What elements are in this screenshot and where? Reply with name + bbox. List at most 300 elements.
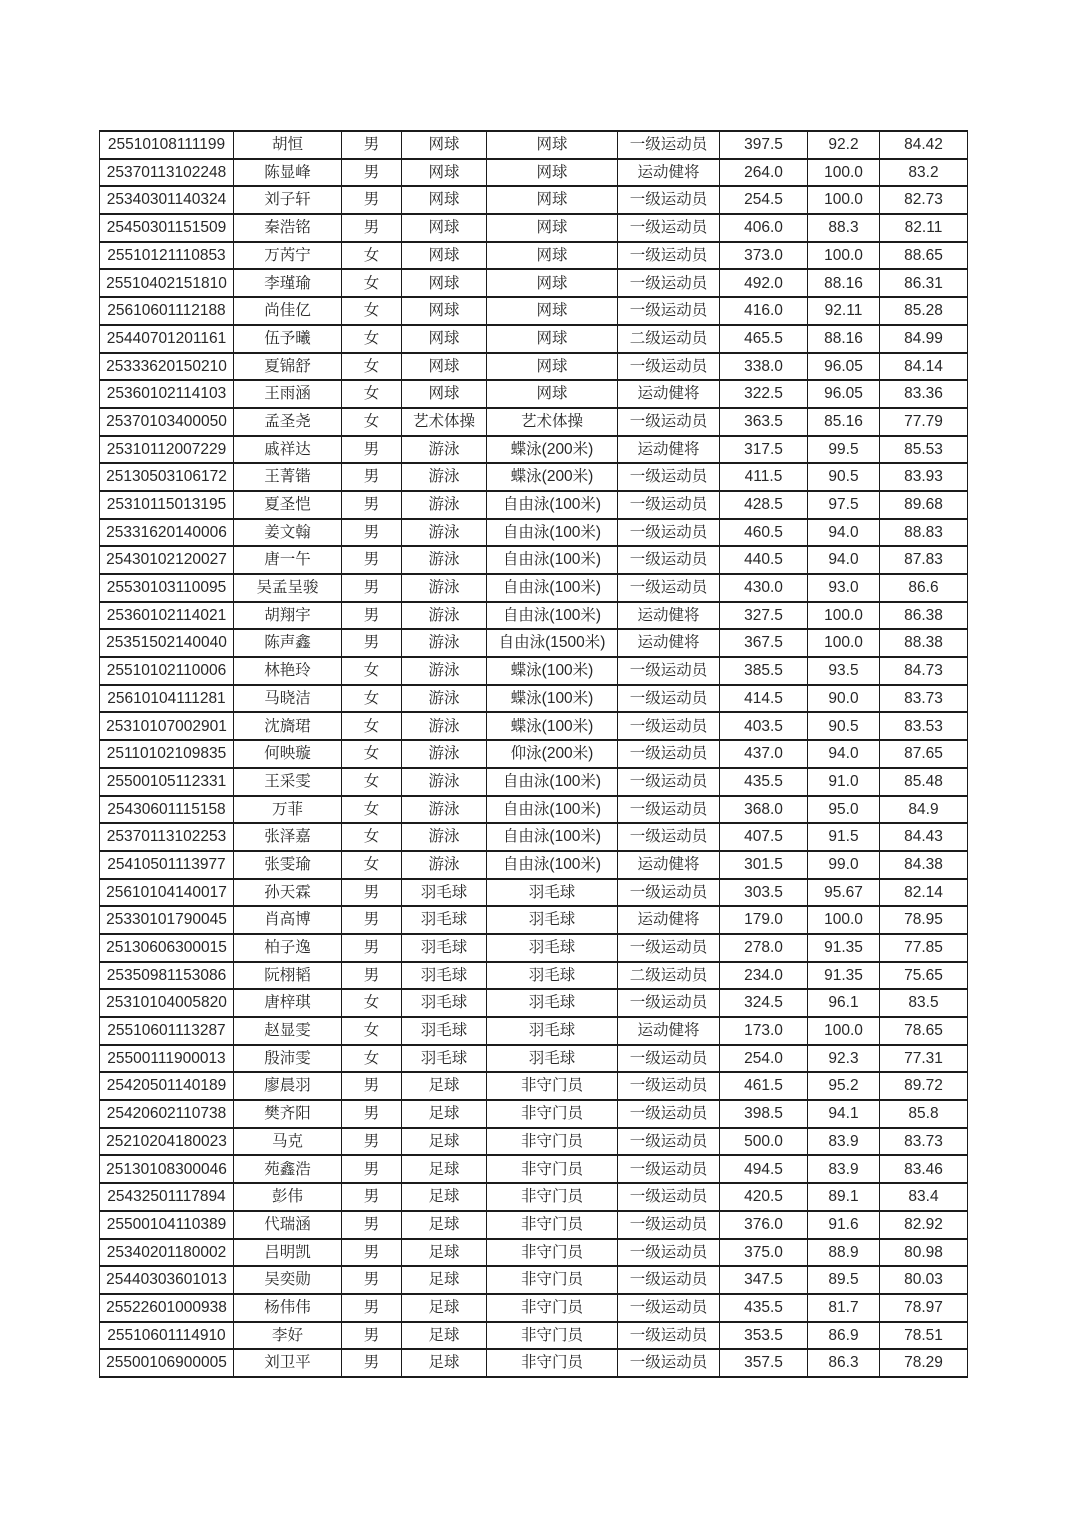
table-cell: 25210204180023 [100,1128,234,1156]
table-cell: 397.5 [720,131,808,159]
table-cell: 羽毛球 [402,879,487,907]
table-row [100,740,968,768]
table-cell: 25610104111281 [100,685,234,713]
table-row [100,159,968,187]
table-cell: 艺术体操 [402,408,487,436]
table-cell: 94.0 [808,519,880,547]
table-cell: 万菲 [234,796,342,824]
table-cell: 一级运动员 [618,1294,720,1322]
table-row [100,823,968,851]
table-row [100,1072,968,1100]
table-cell: 林艳玲 [234,657,342,685]
table-cell: 游泳 [402,851,487,879]
table-cell: 99.5 [808,436,880,464]
table-cell: 95.0 [808,796,880,824]
table-cell: 91.0 [808,768,880,796]
table-cell: 100.0 [808,629,880,657]
table-cell: 网球 [487,297,618,325]
table-cell: 一级运动员 [618,408,720,436]
table-cell: 自由泳(100米) [487,519,618,547]
table-cell: 25500105112331 [100,768,234,796]
table-cell: 夏圣恺 [234,491,342,519]
table-cell: 一级运动员 [618,297,720,325]
table-cell: 254.0 [720,1045,808,1073]
table-cell: 非守门员 [487,1183,618,1211]
table-cell: 戚祥达 [234,436,342,464]
table-cell: 自由泳(100米) [487,823,618,851]
table-cell: 25440303601013 [100,1266,234,1294]
table-cell: 男 [342,491,402,519]
table-cell: 430.0 [720,574,808,602]
table-cell: 94.1 [808,1100,880,1128]
table-cell: 羽毛球 [402,1017,487,1045]
table-cell: 羽毛球 [487,962,618,990]
table-cell: 88.9 [808,1239,880,1267]
table-cell: 25440701201161 [100,325,234,353]
table-cell: 一级运动员 [618,712,720,740]
table-cell: 25130503106172 [100,463,234,491]
table-cell: 179.0 [720,906,808,934]
table-cell: 353.5 [720,1322,808,1350]
table-cell: 女 [342,989,402,1017]
table-row [100,851,968,879]
table-cell: 游泳 [402,574,487,602]
table-cell: 男 [342,1294,402,1322]
table-cell: 运动健将 [618,851,720,879]
table-row [100,629,968,657]
table-cell: 何映璇 [234,740,342,768]
table-cell: 85.48 [880,768,968,796]
table-cell: 非守门员 [487,1349,618,1377]
table-cell: 25330101790045 [100,906,234,934]
table-cell: 465.5 [720,325,808,353]
table-cell: 仰泳(200米) [487,740,618,768]
table-row [100,519,968,547]
table-cell: 男 [342,934,402,962]
table-cell: 女 [342,685,402,713]
table-cell: 90.5 [808,712,880,740]
table-cell: 一级运动员 [618,1072,720,1100]
table-cell: 385.5 [720,657,808,685]
table-cell: 83.73 [880,685,968,713]
table-cell: 一级运动员 [618,546,720,574]
table-cell: 428.5 [720,491,808,519]
table-cell: 一级运动员 [618,796,720,824]
table-cell: 自由泳(100米) [487,796,618,824]
table-cell: 一级运动员 [618,1211,720,1239]
table-cell: 88.83 [880,519,968,547]
table-cell: 85.8 [880,1100,968,1128]
table-cell: 非守门员 [487,1100,618,1128]
table-cell: 25340301140324 [100,186,234,214]
table-cell: 游泳 [402,519,487,547]
table-cell: 88.38 [880,629,968,657]
table-cell: 373.0 [720,242,808,270]
table-cell: 足球 [402,1266,487,1294]
table-sheet [99,130,967,1378]
table-row [100,380,968,408]
table-cell: 一级运动员 [618,269,720,297]
table-cell: 王采雯 [234,768,342,796]
table-cell: 艺术体操 [487,408,618,436]
table-cell: 网球 [402,353,487,381]
table-cell: 一级运动员 [618,685,720,713]
table-cell: 100.0 [808,186,880,214]
table-cell: 78.65 [880,1017,968,1045]
table-cell: 游泳 [402,740,487,768]
table-cell: 网球 [487,214,618,242]
table-cell: 83.73 [880,1128,968,1156]
table-cell: 女 [342,1017,402,1045]
table-cell: 25410501113977 [100,851,234,879]
table-cell: 陈声鑫 [234,629,342,657]
table-cell: 83.9 [808,1128,880,1156]
table-cell: 25510121110853 [100,242,234,270]
table-cell: 86.38 [880,602,968,630]
table-row [100,242,968,270]
table-cell: 苑鑫浩 [234,1155,342,1183]
table-cell: 非守门员 [487,1322,618,1350]
table-cell: 足球 [402,1239,487,1267]
table-cell: 王雨涵 [234,380,342,408]
table-cell: 男 [342,1266,402,1294]
table-row [100,1322,968,1350]
table-cell: 25130606300015 [100,934,234,962]
table-cell: 蝶泳(100米) [487,657,618,685]
table-cell: 男 [342,629,402,657]
table-cell: 网球 [487,242,618,270]
table-cell: 91.35 [808,962,880,990]
table-cell: 25610601112188 [100,297,234,325]
table-cell: 100.0 [808,602,880,630]
table-cell: 蝶泳(100米) [487,685,618,713]
table-row [100,934,968,962]
table-cell: 94.0 [808,740,880,768]
table-cell: 非守门员 [487,1294,618,1322]
table-cell: 足球 [402,1211,487,1239]
table-cell: 75.65 [880,962,968,990]
table-row [100,602,968,630]
table-cell: 92.2 [808,131,880,159]
table-cell: 173.0 [720,1017,808,1045]
table-cell: 77.79 [880,408,968,436]
table-cell: 男 [342,1100,402,1128]
table-cell: 网球 [402,269,487,297]
table-cell: 一级运动员 [618,131,720,159]
table-cell: 494.5 [720,1155,808,1183]
table-cell: 彭伟 [234,1183,342,1211]
table-cell: 25310104005820 [100,989,234,1017]
table-cell: 435.5 [720,768,808,796]
table-cell: 83.93 [880,463,968,491]
table-cell: 25610104140017 [100,879,234,907]
table-cell: 网球 [402,297,487,325]
table-cell: 孙天霖 [234,879,342,907]
table-cell: 83.36 [880,380,968,408]
table-cell: 88.65 [880,242,968,270]
table-cell: 一级运动员 [618,934,720,962]
table-cell: 84.43 [880,823,968,851]
table-cell: 非守门员 [487,1128,618,1156]
table-cell: 77.85 [880,934,968,962]
table-cell: 82.11 [880,214,968,242]
table-cell: 一级运动员 [618,242,720,270]
table-cell: 78.97 [880,1294,968,1322]
table-cell: 90.5 [808,463,880,491]
table-cell: 一级运动员 [618,1349,720,1377]
table-cell: 唐一午 [234,546,342,574]
table-cell: 男 [342,159,402,187]
table-cell: 女 [342,796,402,824]
table-cell: 347.5 [720,1266,808,1294]
table-cell: 81.7 [808,1294,880,1322]
table-cell: 25530103110095 [100,574,234,602]
table-cell: 25420501140189 [100,1072,234,1100]
table-cell: 82.92 [880,1211,968,1239]
table-cell: 92.3 [808,1045,880,1073]
table-row [100,962,968,990]
table-row [100,1211,968,1239]
table-cell: 25130108300046 [100,1155,234,1183]
table-cell: 82.14 [880,879,968,907]
table-cell: 李好 [234,1322,342,1350]
table-cell: 羽毛球 [487,879,618,907]
table-cell: 羽毛球 [402,906,487,934]
table-cell: 100.0 [808,159,880,187]
table-cell: 男 [342,546,402,574]
table-cell: 非守门员 [487,1155,618,1183]
table-row [100,186,968,214]
table-cell: 一级运动员 [618,186,720,214]
table-cell: 25510108111199 [100,131,234,159]
table-cell: 89.72 [880,1072,968,1100]
table-cell: 324.5 [720,989,808,1017]
athlete-table-body [100,131,968,1377]
table-cell: 一级运动员 [618,491,720,519]
table-cell: 足球 [402,1183,487,1211]
table-cell: 一级运动员 [618,214,720,242]
table-cell: 一级运动员 [618,353,720,381]
table-cell: 男 [342,574,402,602]
table-cell: 女 [342,1045,402,1073]
table-cell: 25510601113287 [100,1017,234,1045]
table-row [100,657,968,685]
table-cell: 男 [342,1183,402,1211]
table-cell: 足球 [402,1155,487,1183]
table-cell: 500.0 [720,1128,808,1156]
table-cell: 游泳 [402,602,487,630]
table-cell: 25430102120027 [100,546,234,574]
table-cell: 375.0 [720,1239,808,1267]
athlete-results-table [99,130,968,1378]
table-cell: 278.0 [720,934,808,962]
table-row [100,269,968,297]
table-cell: 一级运动员 [618,1183,720,1211]
table-cell: 403.5 [720,712,808,740]
table-cell: 蝶泳(200米) [487,463,618,491]
table-cell: 游泳 [402,491,487,519]
table-cell: 86.6 [880,574,968,602]
table-cell: 338.0 [720,353,808,381]
table-cell: 阮栩韬 [234,962,342,990]
table-row [100,491,968,519]
table-cell: 363.5 [720,408,808,436]
table-cell: 25522601000938 [100,1294,234,1322]
table-cell: 一级运动员 [618,989,720,1017]
table-cell: 网球 [402,242,487,270]
table-cell: 足球 [402,1072,487,1100]
table-cell: 自由泳(100米) [487,491,618,519]
table-cell: 男 [342,1072,402,1100]
table-cell: 416.0 [720,297,808,325]
table-row [100,1017,968,1045]
table-cell: 25370103400050 [100,408,234,436]
table-cell: 78.51 [880,1322,968,1350]
table-cell: 83.53 [880,712,968,740]
table-row [100,879,968,907]
table-cell: 蝶泳(200米) [487,436,618,464]
table-cell: 男 [342,436,402,464]
table-cell: 游泳 [402,657,487,685]
table-cell: 90.0 [808,685,880,713]
table-row [100,1183,968,1211]
table-cell: 女 [342,353,402,381]
table-cell: 89.68 [880,491,968,519]
table-cell: 100.0 [808,1017,880,1045]
table-cell: 游泳 [402,463,487,491]
table-cell: 83.4 [880,1183,968,1211]
table-cell: 一级运动员 [618,657,720,685]
table-cell: 网球 [402,214,487,242]
table-cell: 100.0 [808,906,880,934]
table-cell: 87.83 [880,546,968,574]
table-cell: 胡翔宇 [234,602,342,630]
table-cell: 羽毛球 [487,1045,618,1073]
table-cell: 322.5 [720,380,808,408]
table-cell: 25351502140040 [100,629,234,657]
table-cell: 95.67 [808,879,880,907]
table-cell: 二级运动员 [618,962,720,990]
table-cell: 马克 [234,1128,342,1156]
table-cell: 25110102109835 [100,740,234,768]
table-cell: 运动健将 [618,602,720,630]
table-cell: 86.31 [880,269,968,297]
table-cell: 264.0 [720,159,808,187]
table-cell: 25310115013195 [100,491,234,519]
table-cell: 二级运动员 [618,325,720,353]
table-cell: 男 [342,962,402,990]
table-cell: 网球 [402,159,487,187]
table-cell: 男 [342,1349,402,1377]
table-cell: 84.42 [880,131,968,159]
table-cell: 张泽嘉 [234,823,342,851]
table-cell: 414.5 [720,685,808,713]
table-cell: 伍予曦 [234,325,342,353]
table-cell: 25500106900005 [100,1349,234,1377]
table-cell: 游泳 [402,823,487,851]
table-cell: 一级运动员 [618,740,720,768]
table-cell: 83.5 [880,989,968,1017]
table-cell: 运动健将 [618,629,720,657]
table-cell: 25510102110006 [100,657,234,685]
table-cell: 男 [342,1155,402,1183]
table-cell: 82.73 [880,186,968,214]
table-cell: 吴奕勋 [234,1266,342,1294]
table-cell: 89.5 [808,1266,880,1294]
table-row [100,1294,968,1322]
table-cell: 357.5 [720,1349,808,1377]
table-row [100,1239,968,1267]
table-cell: 肖高博 [234,906,342,934]
table-cell: 李瑾瑜 [234,269,342,297]
table-cell: 一级运动员 [618,519,720,547]
table-cell: 一级运动员 [618,879,720,907]
table-cell: 77.31 [880,1045,968,1073]
table-cell: 男 [342,602,402,630]
table-cell: 网球 [487,131,618,159]
table-cell: 游泳 [402,768,487,796]
table-cell: 胡恒 [234,131,342,159]
table-cell: 刘子轩 [234,186,342,214]
table-cell: 92.11 [808,297,880,325]
table-cell: 368.0 [720,796,808,824]
table-cell: 羽毛球 [487,906,618,934]
table-cell: 97.5 [808,491,880,519]
table-cell: 非守门员 [487,1266,618,1294]
table-cell: 25333620150210 [100,353,234,381]
table-row [100,546,968,574]
table-cell: 460.5 [720,519,808,547]
table-cell: 一级运动员 [618,1155,720,1183]
table-cell: 25500104110389 [100,1211,234,1239]
table-cell: 沈旖珺 [234,712,342,740]
table-cell: 女 [342,242,402,270]
table-cell: 自由泳(100米) [487,602,618,630]
table-cell: 93.5 [808,657,880,685]
table-cell: 非守门员 [487,1239,618,1267]
table-row [100,1349,968,1377]
table-cell: 25331620140006 [100,519,234,547]
table-row [100,353,968,381]
table-cell: 王菁锴 [234,463,342,491]
table-cell: 一级运动员 [618,574,720,602]
table-cell: 女 [342,325,402,353]
table-cell: 88.3 [808,214,880,242]
table-cell: 327.5 [720,602,808,630]
table-cell: 406.0 [720,214,808,242]
table-cell: 游泳 [402,436,487,464]
table-cell: 代瑞涵 [234,1211,342,1239]
table-cell: 一级运动员 [618,463,720,491]
table-cell: 女 [342,712,402,740]
table-cell: 女 [342,823,402,851]
table-cell: 女 [342,740,402,768]
table-cell: 84.38 [880,851,968,879]
table-row [100,989,968,1017]
table-cell: 秦浩铭 [234,214,342,242]
table-cell: 自由泳(1500米) [487,629,618,657]
table-cell: 女 [342,408,402,436]
table-cell: 羽毛球 [402,934,487,962]
table-cell: 女 [342,657,402,685]
table-cell: 自由泳(100米) [487,574,618,602]
table-cell: 非守门员 [487,1211,618,1239]
table-cell: 运动健将 [618,159,720,187]
table-cell: 男 [342,1128,402,1156]
table-cell: 运动健将 [618,1017,720,1045]
table-cell: 吕明凯 [234,1239,342,1267]
table-cell: 25500111900013 [100,1045,234,1073]
